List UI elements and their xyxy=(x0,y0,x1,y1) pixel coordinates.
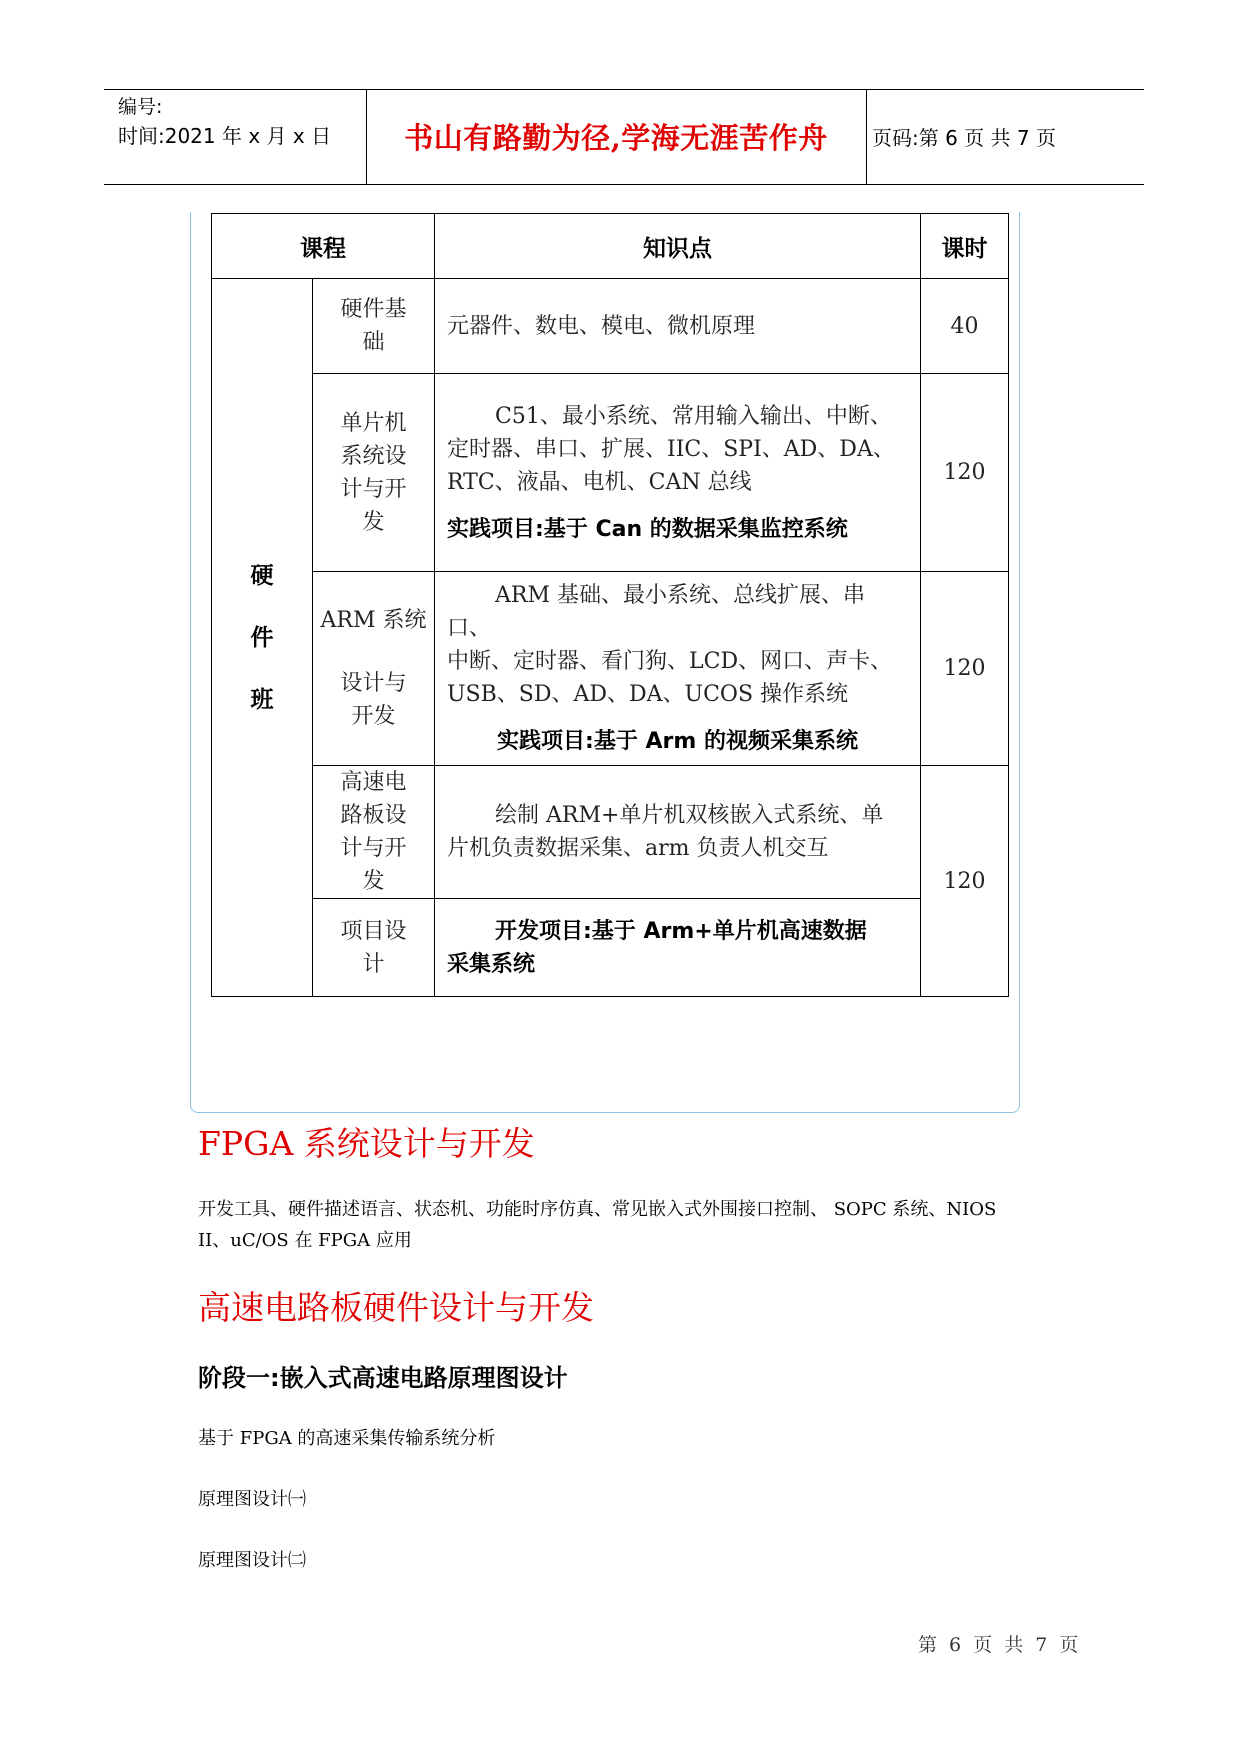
table-row xyxy=(212,899,1009,997)
table-header-row xyxy=(212,214,1009,279)
document-number: 编号: xyxy=(118,96,163,118)
page-footer: 第 6 页 共 7 页 xyxy=(918,1634,1079,1656)
knowledge-cell: ARM 基础、最小系统、总线扩展、串口、 中断、定时器、看门狗、LCD、网口、声卡、 USB、SD、AD、DA、UCOS 操作系统 实践项目:基于 Arm 的视频采集系统 xyxy=(435,572,921,766)
header-hours: 课时 xyxy=(921,214,1009,279)
course-name: 硬件基 础 xyxy=(313,279,435,374)
course-name: 单片机 系统设 计与开 发 xyxy=(313,374,435,572)
page-header xyxy=(104,89,1144,185)
hours-value: 120 xyxy=(921,766,1009,997)
course-name: 项目设 计 xyxy=(313,899,435,997)
pcb-section-title: 高速电路板硬件设计与开发 xyxy=(198,1288,594,1327)
knowledge-cell: C51、最小系统、常用输入输出、中断、 定时器、串口、扩展、IIC、SPI、AD、DA、 RTC、液晶、电机、CAN 总线 实践项目:基于 Can 的数据采集监控系统 xyxy=(435,374,921,572)
header-motto: 书山有路勤为径,学海无涯苦作舟 xyxy=(404,121,828,155)
hours-value: 120 xyxy=(921,572,1009,766)
knowledge-cell: 绘制 ARM+单片机双核嵌入式系统、单 片机负责数据采集、arm 负责人机交互 xyxy=(435,766,921,899)
hours-value: 120 xyxy=(921,374,1009,572)
header-divider xyxy=(366,90,367,184)
table-row xyxy=(212,572,1009,766)
course-name: 高速电 路板设 计与开 发 xyxy=(313,766,435,899)
hours-value: 40 xyxy=(921,279,1009,374)
header-divider xyxy=(866,90,867,184)
list-item: 基于 FPGA 的高速采集传输系统分析 xyxy=(198,1428,496,1449)
practice-project: 实践项目:基于 Arm 的视频采集系统 xyxy=(497,729,858,754)
knowledge-cell: 开发项目:基于 Arm+单片机高速数据 采集系统 xyxy=(435,899,921,997)
list-item: 原理图设计㈡ xyxy=(198,1550,306,1571)
table-row xyxy=(212,279,1009,374)
table-row xyxy=(212,374,1009,572)
fpga-section-title: FPGA 系统设计与开发 xyxy=(198,1124,535,1163)
course-table xyxy=(211,213,1009,997)
practice-project: 实践项目:基于 Can 的数据采集监控系统 xyxy=(447,516,848,542)
stage-one-title: 阶段一:嵌入式高速电路原理图设计 xyxy=(198,1364,568,1392)
fpga-section-text: 开发工具、硬件描述语言、状态机、功能时序仿真、常见嵌入式外围接口控制、 SOPC 系统、NIOS II、uC/OS 在 FPGA 应用 xyxy=(198,1199,997,1251)
table-row xyxy=(212,766,1009,899)
list-item: 原理图设计㈠ xyxy=(198,1489,306,1510)
header-page-info: 页码:第 6 页 共 7 页 xyxy=(872,126,1056,150)
header-course: 课程 xyxy=(212,214,435,279)
course-name: ARM 系统 设计与 开发 xyxy=(313,572,435,766)
class-group-label: 硬 件 班 xyxy=(212,279,313,997)
header-knowledge: 知识点 xyxy=(435,214,921,279)
knowledge-cell: 元器件、数电、模电、微机原理 xyxy=(435,279,921,374)
document-date: 时间:2021 年 x 月 x 日 xyxy=(118,124,332,148)
